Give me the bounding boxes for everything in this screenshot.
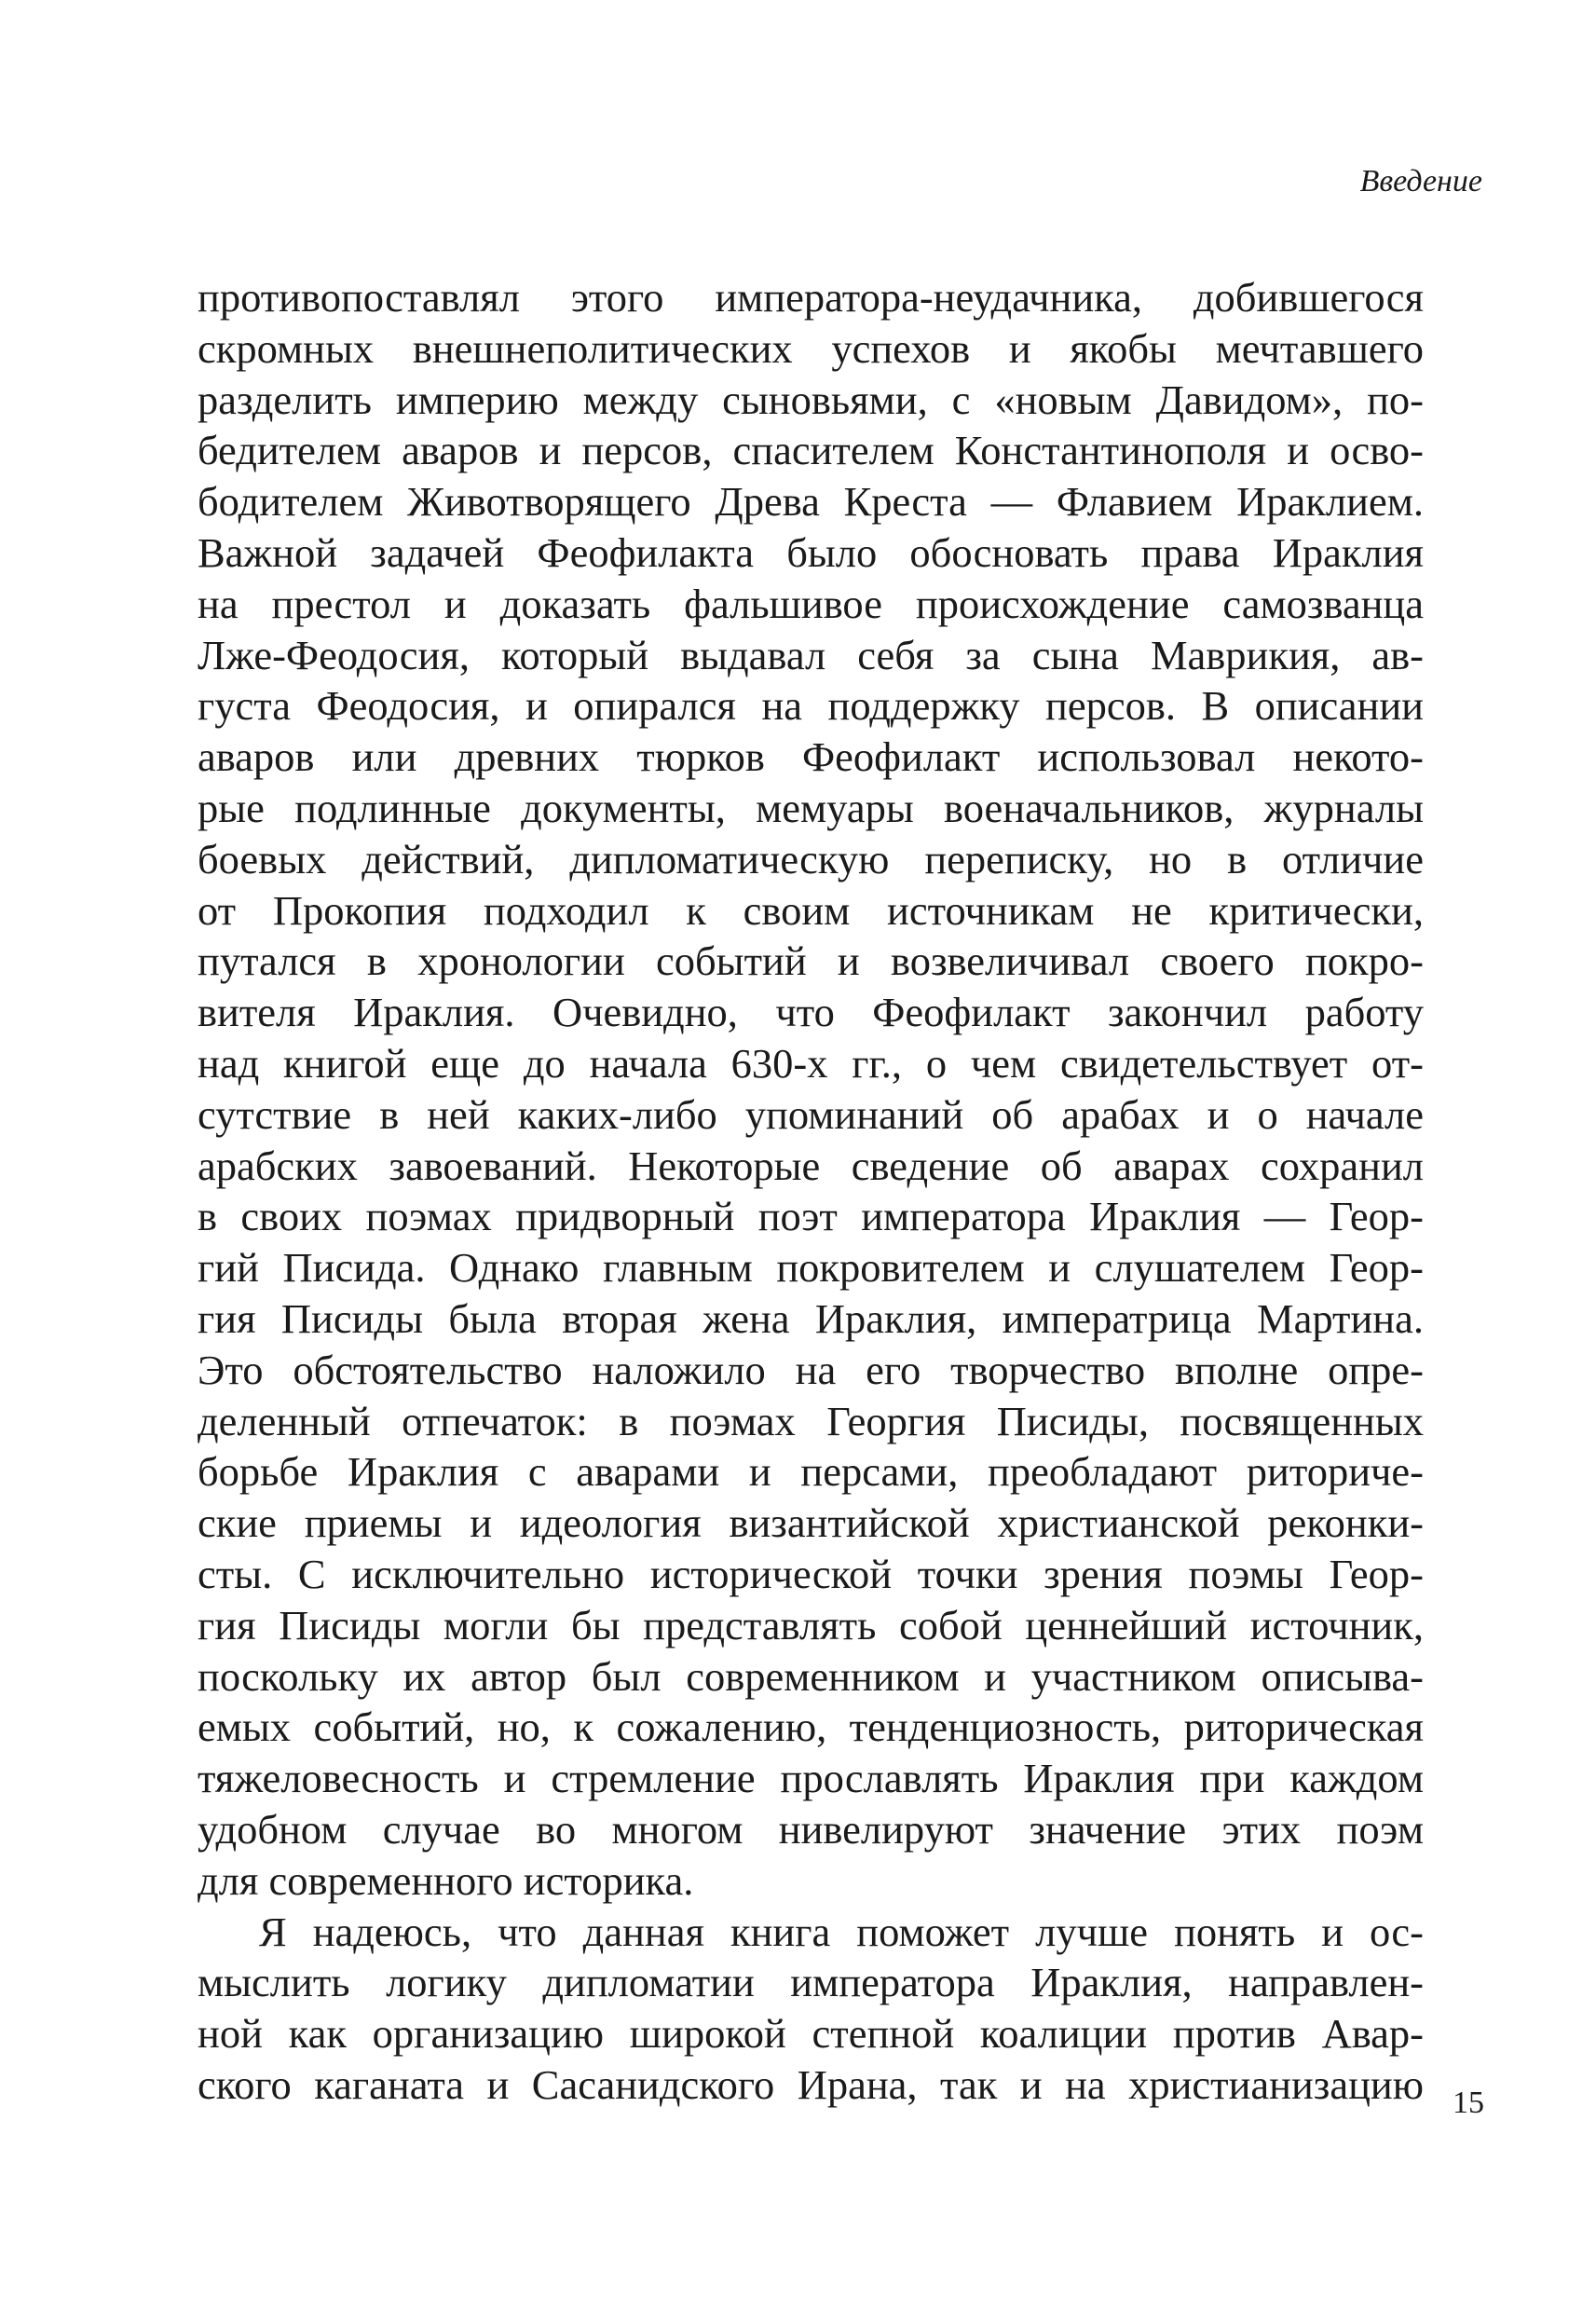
running-head: Введение xyxy=(1359,164,1482,198)
text-line: ские приемы и идеология византийской христианской реконки- xyxy=(198,1499,1424,1547)
paragraph xyxy=(198,272,1424,1907)
text-line: поскольку их автор был современником и участником описыва- xyxy=(198,1652,1424,1700)
text-line: борьбе Ираклия с аварами и персами, преобладают риториче- xyxy=(198,1448,1424,1496)
text-line: Лже-Феодосия, который выдавал себя за сына Маврикия, ав- xyxy=(198,631,1424,678)
text-line: емых событий, но, к сожалению, тенденциозность, риторическая xyxy=(198,1703,1424,1751)
text-line: противопоставлял этого императора-неудачника, добившегося xyxy=(198,274,1424,321)
text-line: скромных внешнеполитических успехов и якобы мечтавшего xyxy=(198,324,1424,372)
text-line: деленный отпечаток: в поэмах Георгия Писиды, посвященных xyxy=(198,1397,1424,1444)
text-line: Это обстоятельство наложило на его творчество вполне опре- xyxy=(198,1346,1424,1393)
text-line: для современного историка. xyxy=(198,1856,694,1904)
text-line: рые подлинные документы, мемуары военачальников, журналы xyxy=(198,784,1424,831)
text-line: гий Писида. Однако главным покровителем и слушателем Геор- xyxy=(198,1244,1424,1292)
text-line: вителя Ираклия. Очевидно, что Феофилакт закончил работу xyxy=(198,989,1424,1036)
text-line: мыслить логику дипломатии императора Ираклия, направлен- xyxy=(198,1959,1424,2006)
body-text xyxy=(198,272,1424,2111)
paragraph xyxy=(198,1907,1424,2111)
text-line: аваров или древних тюрков Феофилакт использовал некото- xyxy=(198,733,1424,781)
text-line: удобном случае во многом нивелируют значение этих поэм xyxy=(198,1805,1424,1853)
text-line: над книгой еще до начала 630-х гг., о чем свидетельствует от- xyxy=(198,1039,1424,1087)
text-line: боевых действий, дипломатическую переписку, но в отличие xyxy=(198,835,1424,882)
text-line: разделить империю между сыновьями, с «новым Давидом», по- xyxy=(198,376,1424,423)
text-line: тяжеловесность и стремление прославлять Ираклия при каждом xyxy=(198,1755,1424,1802)
text-line: от Прокопия подходил к своим источникам не критически, xyxy=(198,886,1424,934)
text-line: бодителем Животворящего Древа Креста — Флавием Ираклием. xyxy=(198,478,1424,526)
text-line: Важной задачей Феофилакта было обосновать права Ираклия xyxy=(198,528,1424,576)
page-number: 15 xyxy=(1453,2086,1484,2120)
text-line: сты. С исключительно исторической точки зрения поэмы Геор- xyxy=(198,1550,1424,1597)
text-line: ского каганата и Сасанидского Ирана, так и на христианизацию xyxy=(198,2060,1424,2108)
text-line: сутствие в ней каких-либо упоминаний об арабах и о начале xyxy=(198,1090,1424,1138)
text-line: на престол и доказать фальшивое происхождение самозванца xyxy=(198,580,1424,627)
text-line: в своих поэмах придворный поэт императора Ираклия — Геор- xyxy=(198,1193,1424,1240)
text-line: Я надеюсь, что данная книга поможет лучше понять и ос- xyxy=(259,1908,1424,1955)
text-line: ной как организацию широкой степной коалиции против Авар- xyxy=(198,2010,1424,2058)
text-line: арабских завоеваний. Некоторые сведение об аварах сохранил xyxy=(198,1142,1424,1189)
text-line: гия Писиды могли бы представлять собой ценнейший источник, xyxy=(198,1601,1424,1648)
text-line: бедителем аваров и персов, спасителем Константинополя и осво- xyxy=(198,427,1424,474)
text-line: густа Феодосия, и опирался на поддержку персов. В описании xyxy=(198,682,1424,730)
text-line: гия Писиды была вторая жена Ираклия, императрица Мартина. xyxy=(198,1294,1424,1342)
text-line: путался в хронологии событий и возвеличивал своего покро- xyxy=(198,937,1424,985)
